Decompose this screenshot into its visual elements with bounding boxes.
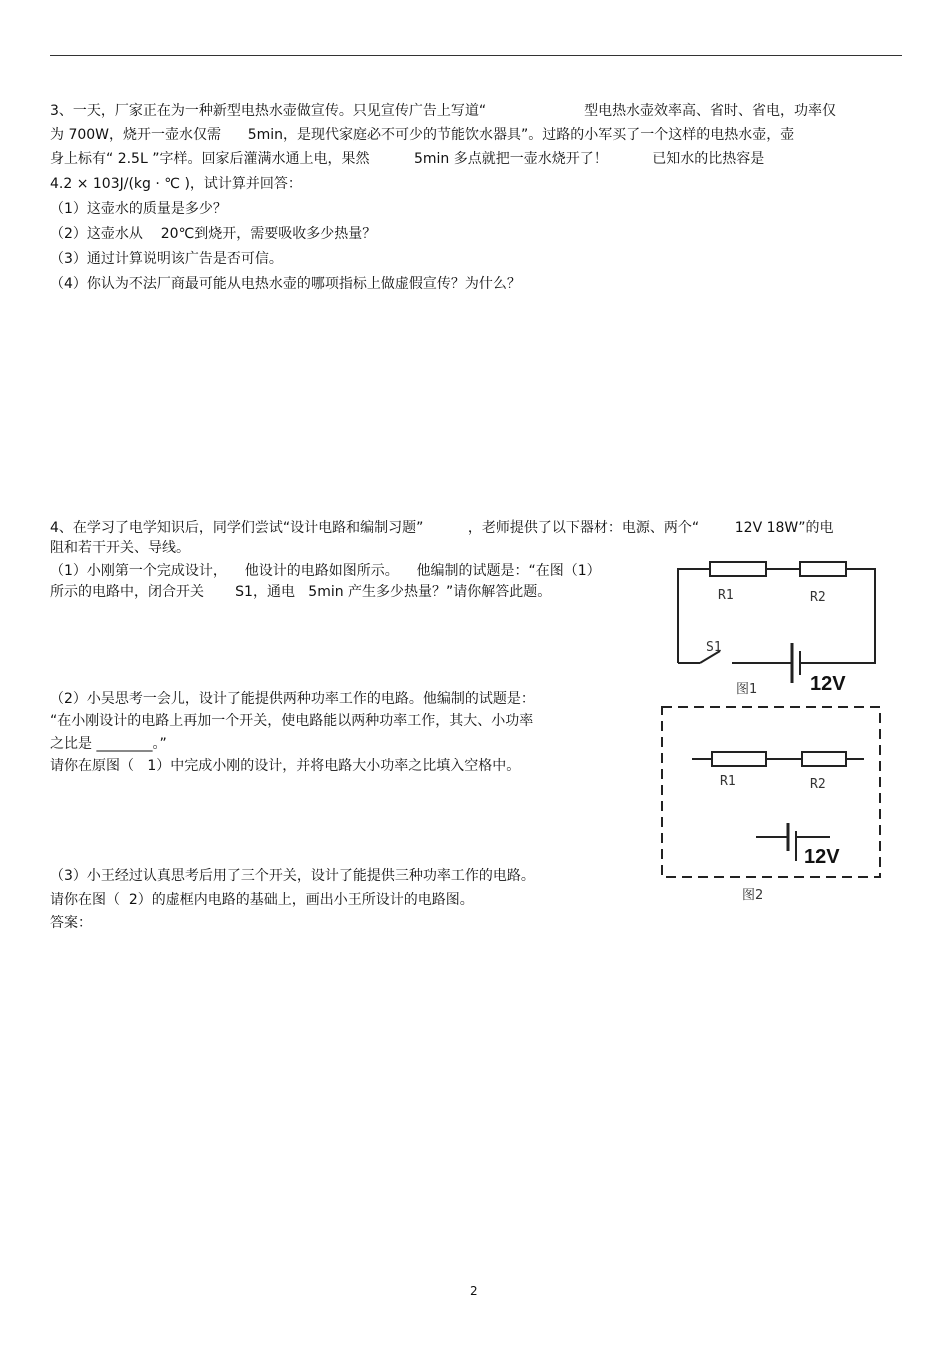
answer-label: 答案： <box>50 915 92 931</box>
fig1-switch-label: S1 <box>706 640 722 655</box>
q3-subquestion-1: （1）这壶水的质量是多少？ <box>50 201 227 217</box>
q3-subquestion-3: （3）通过计算说明该广告是否可信。 <box>50 251 283 267</box>
q4-part2-line: “在小刚设计的电路上再加一个开关，使电路能以两种功率工作，其大、小功率 <box>50 713 534 729</box>
fig2-caption: 图2 <box>742 888 764 903</box>
q3-subquestion-2: （2）这壶水从 20℃到烧开，需要吸收多少热量？ <box>50 226 377 242</box>
circuit-figure-1 <box>670 555 885 700</box>
fig2-voltage-label: 12V <box>804 846 840 868</box>
q3-line: 身上标有“ 2.5L ”字样。回家后灌满水通上电，果然 5min 多点就把一壶水烧开了！ 已知水的比热容是 <box>50 151 765 167</box>
fig1-voltage-label: 12V <box>810 673 846 695</box>
q3-line: 3、一天，厂家正在为一种新型电热水壶做宣传。只见宣传广告上写道“ 型电热水壶效率高、省时、省电，功率仅 <box>50 103 837 119</box>
q4-part3-line: （3）小王经过认真思考后用了三个开关，设计了能提供三种功率工作的电路。 <box>50 868 535 884</box>
q3-line: 4.2 × 103J/(kg · ℃ )，试计算并回答： <box>50 176 302 192</box>
fig1-caption: 图1 <box>736 682 758 697</box>
q4-intro-line: 4、在学习了电学知识后，同学们尝试“设计电路和编制习题” ，老师提供了以下器材：电源、两个“ 12V 18W”的电 <box>50 520 834 536</box>
q4-part2-line: （2）小吴思考一会儿，设计了能提供两种功率工作的电路。他编制的试题是： <box>50 691 535 707</box>
fig2-r2-label: R2 <box>810 777 826 792</box>
page-number: 2 <box>470 1284 478 1298</box>
q4-part3-line: 请你在图（ 2）的虚框内电路的基础上，画出小王所设计的电路图。 <box>50 892 474 908</box>
circuit-figure-2 <box>658 703 888 908</box>
fig1-r1-label: R1 <box>718 588 734 603</box>
header-rule <box>50 55 902 56</box>
q3-subquestion-4: （4）你认为不法厂商最可能从电热水壶的哪项指标上做虚假宣传？为什么？ <box>50 276 521 292</box>
fig1-r2-label: R2 <box>810 590 826 605</box>
q4-intro-line: 阻和若干开关、导线。 <box>50 540 190 556</box>
q4-part1-line: （1）小刚第一个完成设计， 他设计的电路如图所示。 他编制的试题是：“在图（1） <box>50 563 601 579</box>
q4-part1-line: 所示的电路中，闭合开关 S1，通电 5min 产生多少热量？”请你解答此题。 <box>50 584 552 600</box>
fig2-r1-label: R1 <box>720 774 736 789</box>
q4-part2-line: 请你在原图（ 1）中完成小刚的设计，并将电路大小功率之比填入空格中。 <box>50 758 521 774</box>
q3-line: 为 700W，烧开一壶水仅需 5min，是现代家庭必不可少的节能饮水器具”。过路的小军买了一个这样的电热水壶，壶 <box>50 127 795 143</box>
q4-part2-blank-line: 之比是 ________。” <box>50 736 167 752</box>
